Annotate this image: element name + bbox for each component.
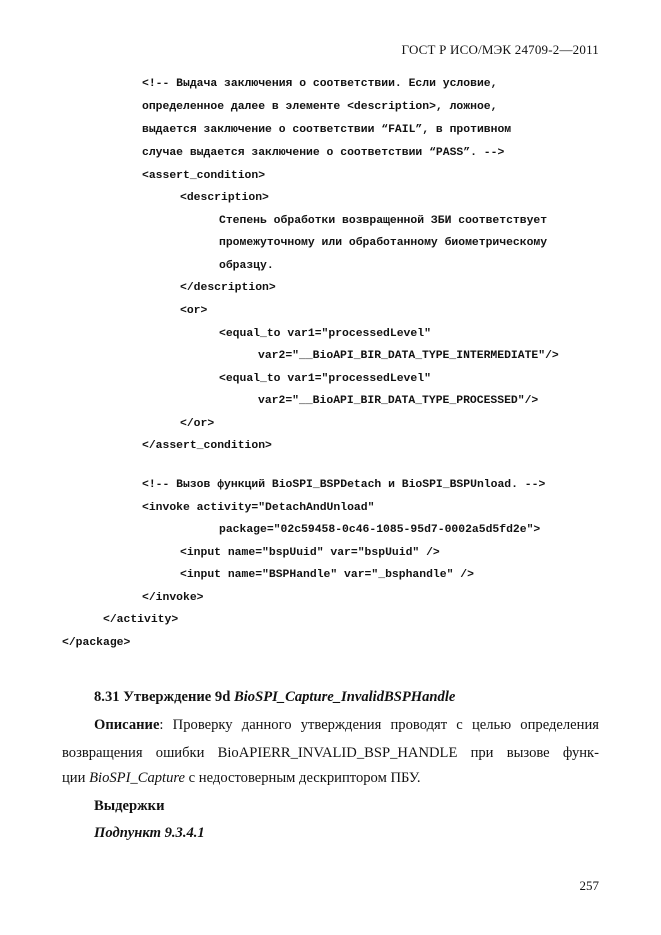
description-prefix: ции: [62, 770, 90, 786]
code-line: <equal_to var1="processedLevel": [219, 373, 431, 385]
code-line: <equal_to var1="processedLevel": [219, 328, 431, 340]
code-line: <input name="BSPHandle" var="_bsphandle" />: [180, 569, 474, 581]
code-line: </description>: [180, 282, 276, 294]
section-function-name: BioSPI_Capture_InvalidBSPHandle: [234, 689, 456, 705]
code-line: </activity>: [103, 614, 179, 626]
description-text: : Проверку данного утверждения проводят с целью определения: [159, 717, 599, 733]
subclause-reference: Подпункт 9.3.4.1: [94, 825, 205, 841]
code-line: <description>: [180, 192, 269, 204]
document-header: ГОСТ Р ИСО/МЭК 24709-2—2011: [401, 42, 599, 57]
code-line: <input name="bspUuid" var="bspUuid" />: [180, 547, 440, 559]
code-line: определенное далее в элементе <description>, ложное,: [142, 101, 498, 113]
code-line: var2="__BioAPI_BIR_DATA_TYPE_INTERMEDIATE"/>: [258, 350, 559, 362]
description-line-3: [62, 768, 599, 788]
description-line-2: возвращения ошибки BioAPIERR_INVALID_BSP_HANDLE при вызове функ-: [62, 745, 599, 761]
code-line: промежуточному или обработанному биометрическому: [219, 237, 548, 249]
page-number: 257: [579, 878, 599, 893]
code-line: случае выдается заключение о соответствии “PASS”. -->: [142, 147, 505, 159]
function-name: BioSPI_Capture: [89, 770, 186, 786]
excerpts-label: Выдержки: [94, 798, 165, 814]
code-line: Степень обработки возвращенной ЗБИ соответствует: [219, 215, 548, 227]
description-label: Описание: [94, 717, 160, 733]
description-line-1: [94, 715, 599, 735]
code-line: <invoke activity="DetachAndUnload": [142, 502, 375, 514]
code-line: <!-- Вызов функций BioSPI_BSPDetach и BioSPI_BSPUnload. -->: [142, 479, 546, 491]
code-line: </or>: [180, 418, 215, 430]
code-line: var2="__BioAPI_BIR_DATA_TYPE_PROCESSED"/>: [258, 395, 539, 407]
section-heading: [94, 687, 599, 707]
code-line: </assert_condition>: [142, 440, 272, 452]
code-line: <or>: [180, 305, 208, 317]
description-suffix: с недостоверным дескриптором ПБУ.: [185, 770, 421, 786]
code-line: выдается заключение о соответствии “FAIL”, в противном: [142, 124, 512, 136]
code-line: образцу.: [219, 260, 274, 272]
code-line: <!-- Выдача заключения о соответствии. Если условие,: [142, 78, 498, 90]
code-line: </package>: [62, 637, 131, 649]
code-line: </invoke>: [142, 592, 204, 604]
code-line: <assert_condition>: [142, 170, 266, 182]
section-number-title: 8.31 Утверждение 9d: [94, 689, 231, 705]
code-line: package="02c59458-0c46-1085-95d7-0002a5d5fd2e">: [219, 524, 541, 536]
